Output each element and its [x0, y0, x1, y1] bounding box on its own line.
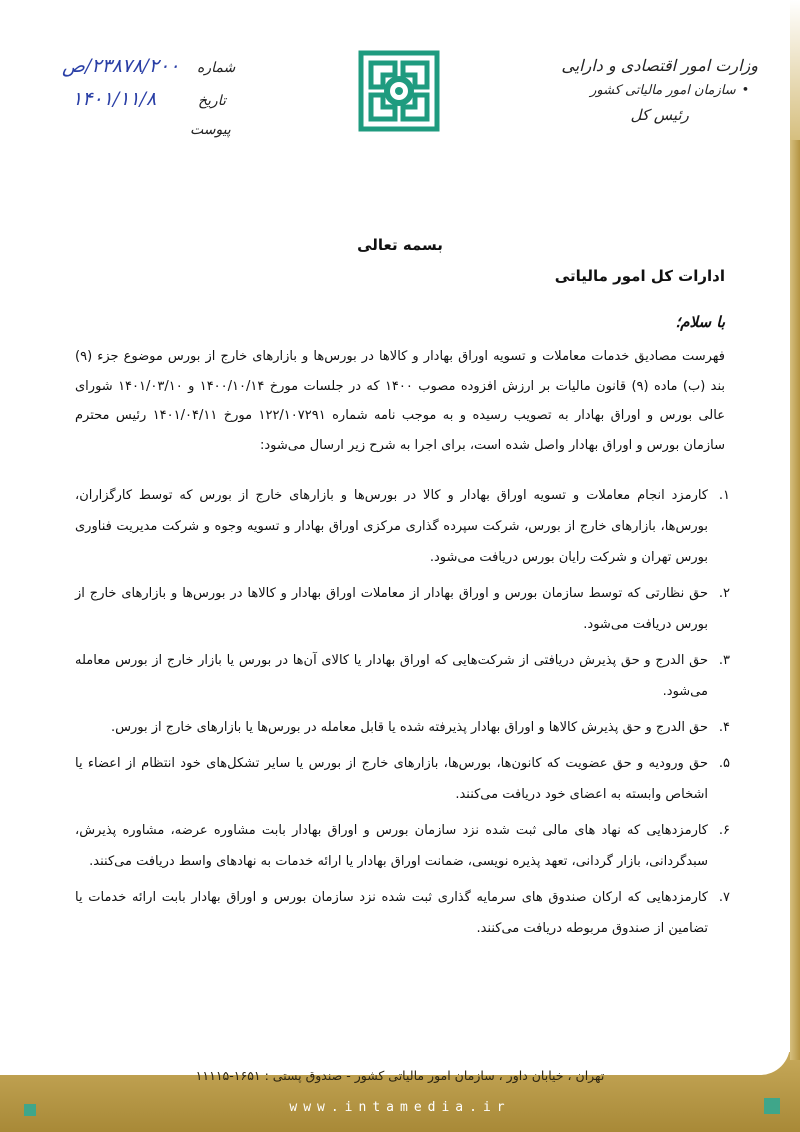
recipient: ادارات کل امور مالیاتی — [554, 267, 725, 285]
square-left-icon — [24, 1104, 36, 1116]
ministry-header — [561, 56, 758, 124]
position-title: رئیس کل — [630, 106, 689, 124]
right-border-fade — [790, 0, 800, 140]
ministry-name: وزارت امور اقتصادی و دارایی — [561, 56, 758, 75]
item-number: ۱. — [718, 488, 730, 503]
list-item — [75, 815, 730, 877]
square-right-icon — [764, 1098, 780, 1114]
number-value: ۲۳۸۷۸/۲۰۰/ص — [62, 55, 180, 77]
greeting: با سلام؛ — [675, 313, 725, 331]
list-item — [75, 645, 730, 707]
organization-name — [561, 83, 778, 98]
item-number: ۳. — [718, 653, 730, 668]
item-text: حق نظارتی که توسط سازمان بورس و اوراق بهادار از معاملات اوراق بهادار و کالاها در بورس‌ها و بازارهای خارج از بورس دریافت می‌شود. — [75, 586, 708, 632]
item-text: کارمزدهایی که نهاد های مالی ثبت شده نزد سازمان بورس و اوراق بهادار بابت مشاوره عرضه، مشاوره پذیرش، سبدگردانی، بازار گردانی، تعهد پذیره نویسی، ضمانت اوراق بهادار یا ارائه خدمات به نهادهای واسط دریافت می‌کنند. — [75, 823, 708, 869]
intro-paragraph: فهرست مصادیق خدمات معاملات و تسویه اوراق بهادار و کالاها در بورس‌ها و بازارهای خارج از بورس موضوع جزء (۹) بند (ب) ماده (۹) قانون مالیات بر ارزش افزوده مصوب ۱۴۰۰ که در جلسات مورخ ۱۴۰۰/۱۰/۱۴ و ۱۴۰۱/۰۳/۱۰ شورای عالی بورس و اوراق بهادار به تصویب رسیده و به موجب نامه شماره ۱۲۲/۱۰۷۲۹۱ مورخ ۱۴۰۱/۰۴/۱۱ رئیس محترم سازمان بورس و اوراق بهادار واصل شده است، برای اجرا به شرح زیر ارسال می‌شود: — [75, 349, 726, 453]
item-text: حق الدرج و حق پذیرش دریافتی از شرکت‌هایی که اوراق بهادار یا کالای آن‌ها در بورس یا بازار خارج از بورس معامله می‌شود. — [75, 653, 708, 699]
item-number: ۷. — [718, 890, 730, 905]
date-value: ۱۴۰۱/۱۱/۸ — [72, 88, 157, 110]
item-text: کارمزد انجام معاملات و تسویه اوراق بهادار و کالا در بورس‌ها و بازارهای خارج از بورس که توسط کارگزاران، بورس‌ها، بازارهای خارج از بورس، شرکت سپرده گذاری مرکزی اوراق بهادار و تسویه وجوه و شرکت مدیریت فناوری بورس تهران و شرکت رایان بورس دریافت می‌شود. — [75, 488, 708, 565]
item-number: ۲. — [718, 586, 730, 601]
basmala: بسمه تعالی — [357, 236, 443, 254]
item-number: ۴. — [718, 720, 730, 735]
number-label: شماره — [197, 60, 236, 76]
list-item — [75, 882, 730, 944]
date-label: تاریخ — [198, 93, 226, 109]
item-text: کارمزدهایی که ارکان صندوق های سرمایه گذاری ثبت شده نزد سازمان بورس و اوراق بهادار بابت ارائه خدمات یا تضامین از صندوق مربوطه دریافت می‌کنند. — [75, 890, 708, 936]
list-item — [75, 480, 730, 573]
attachment-label: پیوست — [190, 122, 231, 138]
item-list — [75, 480, 730, 949]
footer-website: www.intamedia.ir — [289, 1100, 511, 1115]
tax-organization-logo-icon — [355, 47, 443, 135]
item-text: حق الدرج و حق پذیرش کالاها و اوراق بهادار پذیرفته شده یا قابل معامله در بورس‌ها یا بازارهای خارج از بورس. — [111, 720, 708, 735]
list-item — [75, 578, 730, 640]
list-item — [75, 712, 730, 743]
bullet-icon: • — [741, 83, 750, 98]
list-item — [75, 748, 730, 810]
right-border — [790, 140, 800, 1060]
item-number: ۵. — [718, 756, 730, 771]
footer-address: تهران ، خیابان داور ، سازمان امور مالیاتی کشور - صندوق پستی : ۱۶۵۱-۱۱۱۱۵ — [195, 1068, 605, 1083]
item-text: حق ورودیه و حق عضویت که کانون‌ها، بورس‌ها، بازارهای خارج از بورس یا سایر تشکل‌های خود انتظام از اعضاء یا اشخاص وابسته به اعضای خود دریافت می‌کنند. — [75, 756, 708, 802]
organization-name-text: سازمان امور مالیاتی کشور — [590, 83, 736, 98]
item-number: ۶. — [718, 823, 730, 838]
